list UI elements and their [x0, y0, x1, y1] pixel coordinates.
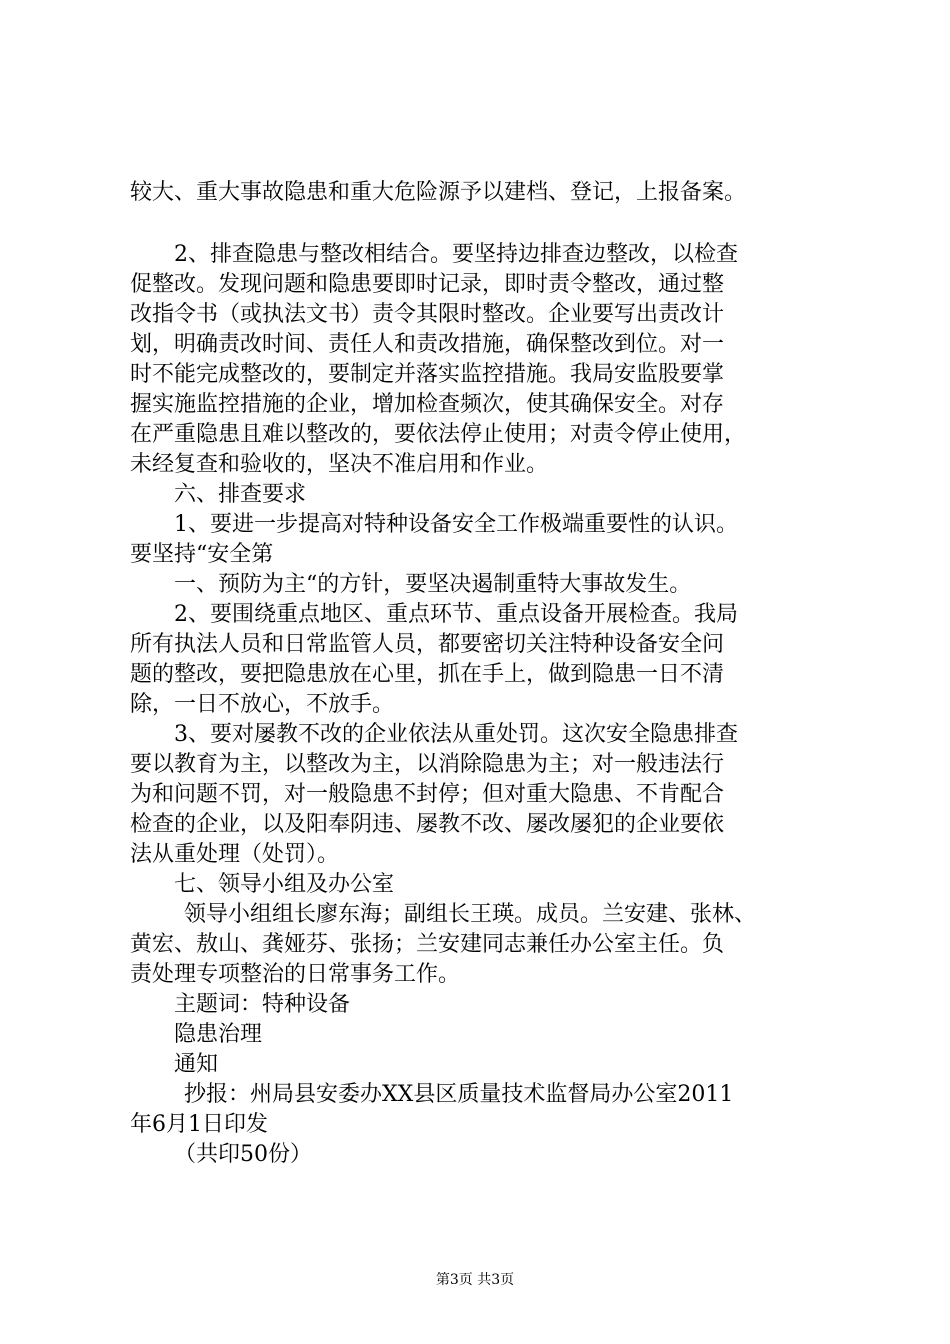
text-line: 划，明确责改时间、责任人和责改措施，确保整改到位。对一: [130, 332, 725, 357]
subject-keywords: 隐患治理: [174, 1022, 263, 1047]
copy-to-line: 抄报：州局县安委办XX县区质量技术监督局办公室2011: [184, 1082, 734, 1107]
text-line: 为和问题不罚，对一般隐患不封停；但对重大隐患、不肯配合: [130, 782, 725, 807]
issue-date-line: 年6月1日印发: [130, 1112, 268, 1137]
text-line: 促整改。发现问题和隐患要即时记录，即时责令整改，通过整: [130, 272, 725, 297]
text-line: 要以教育为主，以整改为主，以消除隐患为主；对一般违法行: [130, 752, 725, 777]
subject-keywords: 通知: [174, 1052, 219, 1077]
text-line: 改指令书（或执法文书）责令其限时整改。企业要写出责改计: [130, 302, 725, 327]
text-line: 时不能完成整改的，要制定并落实监控措施。我局安监股要掌: [130, 362, 725, 387]
text-line: 题的整改，要把隐患放在心里，抓在手上，做到隐患一日不清: [130, 662, 725, 687]
text-line: 2、排查隐患与整改相结合。要坚持边排查边整改，以检查: [174, 242, 738, 267]
text-line: 责处理专项整治的日常事务工作。: [130, 962, 461, 987]
text-line: 所有执法人员和日常监管人员，都要密切关注特种设备安全问: [130, 632, 725, 657]
text-line: 未经复查和验收的，坚决不准启用和作业。: [130, 452, 549, 477]
text-line: 握实施监控措施的企业，增加检查频次，使其确保安全。对存: [130, 392, 725, 417]
text-line: 法从重处理（处罚）。: [130, 842, 340, 867]
text-line: 3、要对屡教不改的企业依法从重处罚。这次安全隐患排查: [174, 722, 738, 747]
section-heading: 六、排查要求: [174, 482, 307, 507]
text-line: 除，一日不放心，不放手。: [130, 692, 395, 717]
text-line: 1、要进一步提高对特种设备安全工作极端重要性的认识。: [174, 512, 738, 537]
print-count-line: （共印50份）: [174, 1142, 312, 1167]
section-heading: 七、领导小组及办公室: [174, 872, 395, 897]
text-line: 一、预防为主“的方针，要坚决遏制重特大事故发生。: [174, 572, 692, 597]
text-line: 领导小组组长廖东海；副组长王瑛。成员。兰安建、张林、: [184, 902, 757, 927]
text-line: 2、要围绕重点地区、重点环节、重点设备开展检查。我局: [174, 602, 738, 627]
text-line: 在严重隐患且难以整改的，要依法停止使用；对责令停止使用，: [130, 422, 747, 447]
text-line: 较大、重大事故隐患和重大危险源予以建档、登记，上报备案。: [130, 180, 747, 205]
page-footer: 第3页 共3页: [435, 1272, 515, 1288]
text-line: 检查的企业，以及阳奉阴违、屡教不改、屡改屡犯的企业要依: [130, 812, 725, 837]
text-line: 黄宏、敖山、龚娅芬、张扬；兰安建同志兼任办公室主任。负: [130, 932, 725, 957]
subject-keywords: 主题词：特种设备: [174, 992, 351, 1017]
text-line: 要坚持“安全第: [130, 542, 274, 567]
